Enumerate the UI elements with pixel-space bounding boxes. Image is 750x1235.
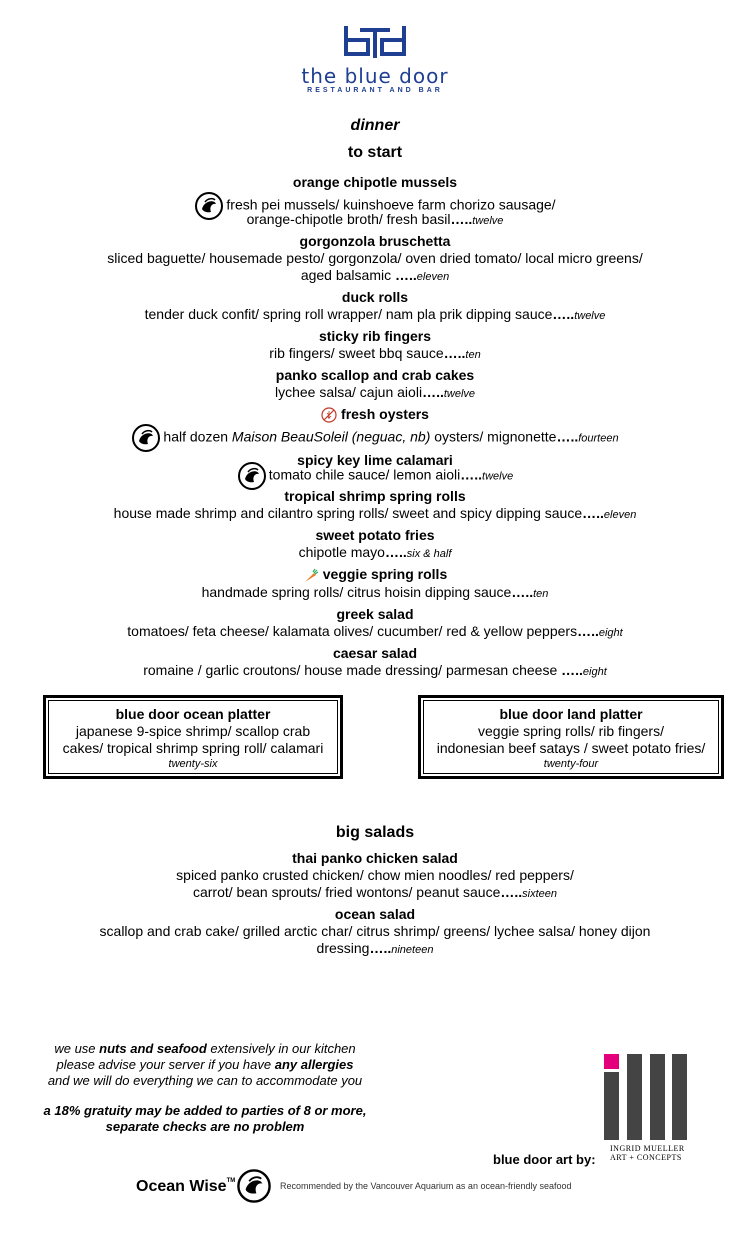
item-name: orange chipotle mussels bbox=[292, 174, 458, 190]
item-price: eight bbox=[582, 665, 607, 678]
item-desc: tomato chile sauce/ lemon aioli bbox=[268, 467, 461, 483]
item-price: twelve bbox=[574, 310, 606, 322]
item-desc: tender duck confit/ spring roll wrapper/ nam pla prik dipping sauce bbox=[144, 306, 553, 322]
item-name: veggie spring rolls bbox=[322, 566, 448, 583]
price-dots: ….. bbox=[422, 384, 444, 400]
item-price: eleven bbox=[416, 271, 450, 283]
price-dots: ….. bbox=[556, 429, 579, 445]
notice-text: extensively in our kitchen bbox=[206, 1041, 356, 1056]
item-desc: spiced panko crusted chicken/ chow mien noodles/ red peppers/ bbox=[176, 867, 574, 883]
price-dots: ….. bbox=[460, 467, 483, 483]
price-dots: ….. bbox=[582, 505, 604, 522]
item-desc: sliced baguette/ housemade pesto/ gorgonzola/ oven dried tomato/ local micro greens/ bbox=[107, 250, 643, 266]
ocean-platter-box bbox=[43, 695, 343, 779]
price-dots: ….. bbox=[443, 345, 466, 361]
ocean-wise-icon bbox=[194, 191, 224, 221]
allergy-notice bbox=[20, 1041, 390, 1135]
item-desc: tomatoes/ feta cheese/ kalamata olives/ cucumber/ red & yellow peppers bbox=[127, 622, 578, 639]
ocean-wise-icon bbox=[237, 461, 267, 491]
item-desc: fresh pei mussels/ kuinshoeve farm chorizo sausage/ bbox=[226, 196, 556, 213]
item-price: twelve bbox=[482, 471, 514, 483]
menu-item bbox=[0, 452, 750, 491]
item-name: spicy key lime calamari bbox=[297, 452, 453, 469]
menu-item bbox=[0, 406, 750, 453]
platter-price: twenty-six bbox=[168, 758, 218, 770]
checks-notice: separate checks are no problem bbox=[105, 1119, 305, 1134]
platter-desc-1: veggie spring rolls/ rib fingers/ bbox=[478, 723, 664, 739]
price-dots: ….. bbox=[450, 211, 473, 227]
ocean-wise-recommendation: Recommended by the Vancouver Aquarium as an ocean-friendly seafood bbox=[280, 1181, 572, 1191]
art-credit-label: blue door art by: bbox=[493, 1152, 596, 1167]
big-salads-section bbox=[0, 824, 750, 962]
item-price: ten bbox=[533, 587, 549, 600]
to-start-heading: to start bbox=[347, 144, 403, 161]
item-price: eleven bbox=[603, 509, 637, 522]
item-name: panko scallop and crab cakes bbox=[275, 367, 475, 383]
price-dots: ….. bbox=[577, 622, 599, 639]
trademark: TM bbox=[226, 1178, 236, 1184]
item-desc: romaine / garlic croutons/ house made dressing/ parmesan cheese bbox=[143, 661, 562, 678]
item-name: caesar salad bbox=[332, 644, 418, 661]
menu-item bbox=[0, 566, 750, 602]
notice-bold: nuts and seafood bbox=[99, 1041, 207, 1056]
item-desc-end: oysters/ mignonette bbox=[430, 429, 557, 445]
menu-item bbox=[0, 367, 750, 403]
ocean-wise-icon bbox=[236, 1168, 272, 1204]
item-price: eight bbox=[598, 626, 623, 639]
platter-name: blue door ocean platter bbox=[115, 706, 271, 722]
menu-item bbox=[0, 233, 750, 286]
item-price: twelve bbox=[443, 388, 476, 400]
item-desc-2: carrot/ bean sprouts/ fried wontons/ peanut sauce bbox=[192, 884, 501, 900]
menu-item bbox=[0, 488, 750, 524]
price-dots: ….. bbox=[369, 940, 392, 956]
brand-name: the blue door bbox=[301, 64, 449, 88]
price-dots: ….. bbox=[394, 267, 417, 283]
platter-price: twenty-four bbox=[543, 758, 599, 770]
item-desc: rib fingers/ sweet bbq sauce bbox=[269, 345, 444, 361]
item-desc-2: aged balsamic bbox=[300, 267, 395, 283]
platter-desc-2: indonesian beef satays / sweet potato fries/ bbox=[436, 740, 706, 756]
item-name: greek salad bbox=[336, 605, 414, 622]
artist-logo-icon bbox=[600, 1050, 690, 1142]
item-name: fresh oysters bbox=[341, 406, 429, 422]
price-dots: ….. bbox=[500, 884, 523, 900]
item-price: sixteen bbox=[522, 888, 558, 900]
item-name: sticky rib fingers bbox=[318, 328, 432, 344]
ocean-wise-icon bbox=[131, 423, 161, 453]
land-platter-box bbox=[418, 695, 724, 779]
item-price: fourteen bbox=[578, 433, 619, 445]
item-name: duck rolls bbox=[341, 289, 409, 305]
item-desc: house made shrimp and cilantro spring rolls/ sweet and spicy dipping sauce bbox=[113, 505, 583, 522]
item-price: ten bbox=[465, 349, 481, 361]
price-dots: ….. bbox=[384, 544, 407, 561]
item-name: gorgonzola bruschetta bbox=[299, 233, 451, 249]
blue-door-logo-icon bbox=[340, 24, 410, 64]
item-desc-origin: Maison BeauSoleil (neguac, nb) bbox=[231, 429, 431, 445]
starters-list bbox=[0, 174, 750, 684]
menu-item bbox=[0, 606, 750, 642]
item-name: thai panko chicken salad bbox=[292, 850, 458, 866]
item-desc: lychee salsa/ cajun aioli bbox=[274, 384, 423, 400]
platter-desc-2: cakes/ tropical shrimp spring roll/ calamari bbox=[62, 740, 324, 756]
item-desc-2: dressing bbox=[316, 940, 370, 956]
item-name: tropical shrimp spring rolls bbox=[284, 488, 466, 505]
platter-name: blue door land platter bbox=[499, 706, 643, 722]
item-price: nineteen bbox=[391, 944, 434, 956]
item-desc-2: orange-chipotle broth/ fresh basil bbox=[246, 211, 451, 227]
price-dots: ….. bbox=[561, 661, 583, 678]
menu-item bbox=[0, 645, 750, 681]
platter-desc-1: japanese 9-spice shrimp/ scallop crab bbox=[75, 723, 311, 739]
item-desc: chipotle mayo bbox=[298, 544, 385, 561]
gratuity-notice: a 18% gratuity may be added to parties of 8 or more, bbox=[43, 1103, 367, 1118]
brand-tagline: RESTAURANT AND BAR bbox=[307, 87, 443, 94]
big-salads-heading: big salads bbox=[335, 824, 415, 841]
menu-item bbox=[0, 174, 750, 230]
item-name: ocean salad bbox=[334, 906, 416, 922]
menu-item bbox=[0, 527, 750, 563]
carrot-icon bbox=[303, 568, 319, 584]
dinner-heading: dinner bbox=[350, 117, 400, 134]
price-dots: ….. bbox=[552, 306, 575, 322]
item-desc: handmade spring rolls/ citrus hoisin dipping sauce bbox=[201, 583, 512, 600]
menu-item bbox=[0, 289, 750, 325]
ocean-wise-footer bbox=[136, 1168, 606, 1204]
notice-text: please advise your server if you have bbox=[56, 1057, 275, 1072]
artist-name: INGRID MUELLER ART + CONCEPTS bbox=[610, 1144, 685, 1162]
item-price: six & half bbox=[406, 548, 452, 561]
no-gluten-icon bbox=[321, 407, 337, 423]
item-price: twelve bbox=[472, 215, 504, 227]
notice-text: we use bbox=[54, 1041, 100, 1056]
notice-bold: any allergies bbox=[274, 1057, 354, 1072]
notice-text: and we will do everything we can to accommodate you bbox=[47, 1073, 363, 1088]
menu-item bbox=[0, 328, 750, 364]
ocean-wise-name: Ocean Wise bbox=[136, 1178, 227, 1195]
item-desc: half dozen bbox=[163, 429, 232, 445]
menu-item bbox=[0, 850, 750, 903]
item-desc: scallop and crab cake/ grilled arctic char/ citrus shrimp/ greens/ lychee salsa/ honey dijon bbox=[99, 923, 651, 939]
menu-item bbox=[0, 906, 750, 959]
item-name: sweet potato fries bbox=[315, 527, 435, 544]
price-dots: ….. bbox=[511, 583, 534, 600]
restaurant-logo bbox=[0, 24, 750, 95]
